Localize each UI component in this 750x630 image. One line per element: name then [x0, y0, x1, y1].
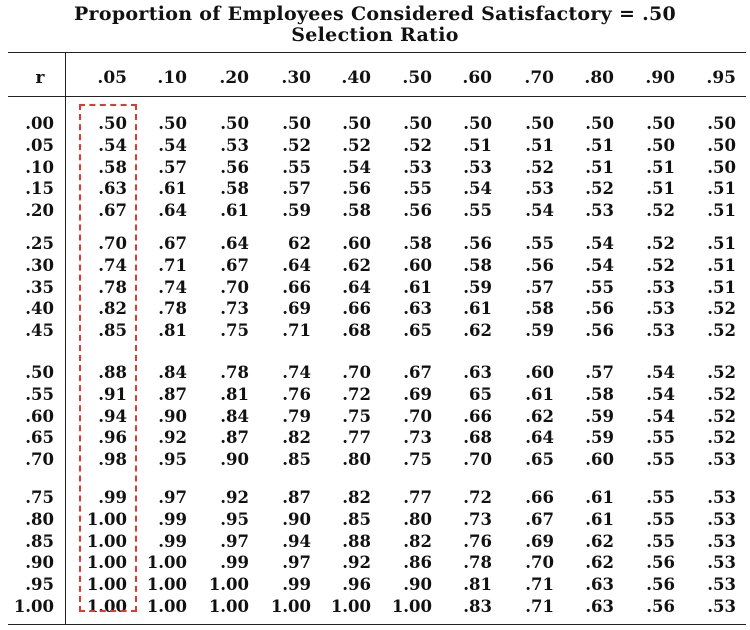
table-cell: .80 [403, 509, 432, 529]
table-cell: 1.00 [86, 575, 127, 595]
table-cell: .55 [646, 509, 675, 529]
table-cell: .62 [342, 255, 371, 275]
row-label: .10 [25, 157, 54, 177]
table-cell: .95 [158, 450, 187, 470]
table-cell: .69 [403, 384, 432, 404]
table-cell: .80 [342, 450, 371, 470]
table-cell: .82 [98, 299, 127, 319]
table-cell: .96 [342, 575, 371, 595]
table-cell: .61 [220, 201, 249, 221]
table-cell: .50 [707, 114, 736, 133]
table-cell: .78 [158, 299, 187, 319]
row-label: .80 [25, 509, 54, 529]
table-cell: .51 [525, 135, 554, 155]
table-cell: .52 [525, 157, 554, 177]
table-cell: .78 [98, 277, 127, 297]
table-cell: .53 [707, 509, 736, 529]
column-header: .20 [219, 68, 249, 88]
table-cell: .67 [525, 509, 554, 529]
table-cell: .66 [282, 277, 311, 297]
row-header-label: r [35, 68, 45, 88]
table-cell: .50 [707, 135, 736, 155]
table-cell: .54 [463, 179, 492, 199]
table-top-rule [8, 52, 746, 53]
table-cell: .50 [585, 114, 614, 133]
table-cell: .51 [707, 179, 736, 199]
table-cell: .53 [707, 531, 736, 551]
table-cell: .82 [282, 428, 311, 448]
table-cell: .97 [220, 531, 249, 551]
table-cell: .58 [220, 179, 249, 199]
table-cell: .57 [525, 277, 554, 297]
row-label: .90 [25, 553, 54, 573]
table-cell: .55 [463, 201, 492, 221]
table-cell: .58 [525, 299, 554, 319]
table-cell: .64 [282, 255, 311, 275]
table-cell: .56 [403, 201, 432, 221]
table-cell: 1.00 [208, 597, 249, 616]
table-cell: .75 [220, 321, 249, 341]
table-cell: .76 [463, 531, 492, 551]
table-cell: .55 [525, 234, 554, 253]
row-label: .95 [25, 575, 54, 595]
table-cell: .52 [707, 428, 736, 448]
table-cell: .54 [585, 255, 614, 275]
table-cell: .52 [585, 179, 614, 199]
table-cell: .82 [342, 488, 371, 507]
table-cell: .65 [403, 321, 432, 341]
table-header-rule [8, 96, 746, 97]
table-cell: .51 [707, 201, 736, 221]
table-cell: .54 [646, 384, 675, 404]
table-cell: .79 [282, 406, 311, 426]
row-label: .50 [25, 363, 54, 382]
table-cell: .77 [403, 488, 432, 507]
table-cell: .70 [525, 553, 554, 573]
row-label: .75 [25, 488, 54, 507]
row-label: .15 [25, 179, 54, 199]
table-cell: .99 [158, 531, 187, 551]
table-cell: .51 [707, 277, 736, 297]
table-cell: .88 [98, 363, 127, 382]
table-cell: .70 [220, 277, 249, 297]
table-cell: 1.00 [146, 597, 187, 616]
table-cell: 1.00 [208, 575, 249, 595]
table-cell: .62 [585, 531, 614, 551]
row-label: .60 [25, 406, 54, 426]
page-title: Proportion of Employees Considered Satisfactory = .50 [73, 3, 677, 25]
table-cell: .59 [585, 428, 614, 448]
table-cell: .81 [158, 321, 187, 341]
table-cell: .52 [707, 299, 736, 319]
table-cell: .52 [707, 321, 736, 341]
table-cell: .72 [342, 384, 371, 404]
table-cell: .54 [342, 157, 371, 177]
table-cell: .67 [220, 255, 249, 275]
table-cell: .97 [158, 488, 187, 507]
table-cell: .56 [525, 255, 554, 275]
table-cell: .55 [282, 157, 311, 177]
table-cell: .58 [463, 255, 492, 275]
table-cell: .81 [220, 384, 249, 404]
table-cell: .50 [707, 157, 736, 177]
table-cell: .53 [525, 179, 554, 199]
table-cell: .87 [220, 428, 249, 448]
table-cell: .70 [463, 450, 492, 470]
row-label: .20 [25, 201, 54, 221]
table-cell: .76 [282, 384, 311, 404]
table-cell: .60 [525, 363, 554, 382]
table-cell: 1.00 [86, 531, 127, 551]
table-cell: .87 [158, 384, 187, 404]
table-cell: .99 [282, 575, 311, 595]
table-cell: .71 [158, 255, 187, 275]
table-cell: .67 [158, 234, 187, 253]
table-cell: .53 [220, 135, 249, 155]
table-cell: .90 [403, 575, 432, 595]
column-header: .90 [645, 68, 675, 88]
table-cell: .55 [646, 488, 675, 507]
column-header: .50 [402, 68, 432, 88]
column-header: .05 [97, 68, 127, 88]
table-cell: .94 [98, 406, 127, 426]
table-cell: .60 [403, 255, 432, 275]
table-cell: .69 [282, 299, 311, 319]
table-cell: .53 [707, 575, 736, 595]
table-cell: .59 [282, 201, 311, 221]
table-cell: .56 [646, 575, 675, 595]
row-label: 1.00 [13, 597, 54, 616]
table-cell: .85 [282, 450, 311, 470]
table-cell: .61 [585, 509, 614, 529]
table-cell: .50 [646, 135, 675, 155]
table-cell: .95 [220, 509, 249, 529]
table-cell: .61 [585, 488, 614, 507]
table-cell: .53 [707, 553, 736, 573]
table-cell: 1.00 [270, 597, 311, 616]
column-header: .30 [281, 68, 311, 88]
table-cell: .53 [585, 201, 614, 221]
table-cell: .78 [463, 553, 492, 573]
table-cell: .50 [282, 114, 311, 133]
table-cell: 1.00 [86, 553, 127, 573]
table-cell: 65 [469, 384, 492, 404]
table-cell: .53 [646, 277, 675, 297]
table-cell: .51 [646, 157, 675, 177]
column-header: .10 [157, 68, 187, 88]
table-cell: .90 [158, 406, 187, 426]
table-cell: .58 [585, 384, 614, 404]
table-cell: .54 [585, 234, 614, 253]
table-cell: .52 [707, 406, 736, 426]
table-cell: .58 [342, 201, 371, 221]
table-cell: .74 [282, 363, 311, 382]
table-cell: .62 [463, 321, 492, 341]
table-cell: .70 [403, 406, 432, 426]
table-cell: .53 [707, 450, 736, 470]
table-cell: 1.00 [146, 575, 187, 595]
table-cell: .56 [220, 157, 249, 177]
table-cell: .56 [646, 597, 675, 616]
table-cell: .61 [525, 384, 554, 404]
table-cell: .85 [98, 321, 127, 341]
row-label: .25 [25, 234, 54, 253]
table-cell: .71 [525, 575, 554, 595]
table-cell: .53 [403, 157, 432, 177]
table-cell: .51 [646, 179, 675, 199]
row-label: .05 [25, 135, 54, 155]
table-cell: .62 [525, 406, 554, 426]
row-label: .85 [25, 531, 54, 551]
table-cell: .68 [342, 321, 371, 341]
row-label: .00 [25, 114, 54, 133]
table-cell: .53 [463, 157, 492, 177]
table-cell: .50 [525, 114, 554, 133]
table-cell: .55 [585, 277, 614, 297]
row-label: .70 [25, 450, 54, 470]
table-cell: .55 [646, 531, 675, 551]
table-cell: .62 [585, 553, 614, 573]
table-cell: .68 [463, 428, 492, 448]
row-label: .30 [25, 255, 54, 275]
table-cell: .50 [463, 114, 492, 133]
table-cell: .56 [646, 553, 675, 573]
table-cell: .99 [220, 553, 249, 573]
table-cell: .84 [158, 363, 187, 382]
column-header: .80 [584, 68, 614, 88]
table-cell: .75 [342, 406, 371, 426]
table-cell: .96 [98, 428, 127, 448]
table-cell: .50 [646, 114, 675, 133]
table-cell: .57 [282, 179, 311, 199]
table-cell: .70 [342, 363, 371, 382]
column-header: .40 [341, 68, 371, 88]
table-cell: .66 [525, 488, 554, 507]
table-cell: .56 [463, 234, 492, 253]
table-cell: .63 [585, 575, 614, 595]
table-cell: .54 [525, 201, 554, 221]
table-cell: .59 [525, 321, 554, 341]
table-cell: .63 [585, 597, 614, 616]
table-cell: .51 [707, 255, 736, 275]
table-cell: .99 [158, 509, 187, 529]
table-cell: .63 [98, 179, 127, 199]
table-cell: .86 [403, 553, 432, 573]
table-cell: .56 [585, 321, 614, 341]
row-label: .65 [25, 428, 54, 448]
table-cell: .57 [585, 363, 614, 382]
table-cell: .75 [403, 450, 432, 470]
table-cell: .59 [463, 277, 492, 297]
table-cell: .99 [98, 488, 127, 507]
table-cell: .64 [220, 234, 249, 253]
table-bottom-rule [8, 624, 746, 625]
table-cell: .73 [403, 428, 432, 448]
table-cell: .56 [342, 179, 371, 199]
table-cell: .85 [342, 509, 371, 529]
table-cell: .51 [707, 234, 736, 253]
table-cell: .66 [463, 406, 492, 426]
table-cell: .58 [98, 157, 127, 177]
table-cell: .52 [646, 255, 675, 275]
table-cell: .51 [463, 135, 492, 155]
table-cell: .57 [158, 157, 187, 177]
row-label-divider [65, 52, 66, 624]
table-cell: .94 [282, 531, 311, 551]
table-cell: .78 [220, 363, 249, 382]
table-cell: .63 [403, 299, 432, 319]
table-cell: .50 [158, 114, 187, 133]
table-cell: 1.00 [86, 597, 127, 616]
table-cell: .69 [525, 531, 554, 551]
table-cell: .98 [98, 450, 127, 470]
table-cell: .67 [403, 363, 432, 382]
column-header: .60 [462, 68, 492, 88]
table-cell: .52 [403, 135, 432, 155]
table-cell: .84 [220, 406, 249, 426]
column-header: .95 [706, 68, 736, 88]
table-cell: .72 [463, 488, 492, 507]
table-cell: .91 [98, 384, 127, 404]
table-cell: .52 [707, 363, 736, 382]
table-cell: .50 [98, 114, 127, 133]
table-cell: .64 [158, 201, 187, 221]
table-cell: .61 [158, 179, 187, 199]
row-label: .40 [25, 299, 54, 319]
table-cell: .50 [220, 114, 249, 133]
table-cell: .74 [98, 255, 127, 275]
row-label: .55 [25, 384, 54, 404]
table-cell: .55 [403, 179, 432, 199]
table-cell: .54 [98, 135, 127, 155]
table-cell: .71 [282, 321, 311, 341]
table-cell: .88 [342, 531, 371, 551]
table-cell: .52 [646, 201, 675, 221]
table-cell: .54 [158, 135, 187, 155]
table-cell: .55 [646, 428, 675, 448]
table-cell: .70 [98, 234, 127, 253]
table-cell: .54 [646, 363, 675, 382]
table-cell: .51 [585, 135, 614, 155]
table-cell: .73 [220, 299, 249, 319]
table-cell: .67 [98, 201, 127, 221]
table-cell: .65 [525, 450, 554, 470]
table-cell: .50 [342, 114, 371, 133]
table-cell: .55 [646, 450, 675, 470]
table-cell: .71 [525, 597, 554, 616]
table-cell: .73 [463, 509, 492, 529]
table-cell: .58 [403, 234, 432, 253]
table-cell: .53 [646, 299, 675, 319]
table-cell: .64 [342, 277, 371, 297]
table-cell: .92 [158, 428, 187, 448]
table-cell: .90 [220, 450, 249, 470]
table-cell: .53 [707, 488, 736, 507]
table-cell: 1.00 [391, 597, 432, 616]
table-cell: .60 [342, 234, 371, 253]
table-cell: .74 [158, 277, 187, 297]
table-cell: .92 [342, 553, 371, 573]
row-label: .45 [25, 321, 54, 341]
table-cell: .52 [342, 135, 371, 155]
table-cell: .60 [585, 450, 614, 470]
table-cell: .77 [342, 428, 371, 448]
table-cell: .90 [282, 509, 311, 529]
table-cell: 1.00 [330, 597, 371, 616]
table-cell: .81 [463, 575, 492, 595]
table-cell: .51 [585, 157, 614, 177]
table-cell: .52 [707, 384, 736, 404]
table-cell: 1.00 [146, 553, 187, 573]
table-cell: .52 [646, 234, 675, 253]
table-cell: .83 [463, 597, 492, 616]
table-cell: 1.00 [86, 509, 127, 529]
table-cell: .87 [282, 488, 311, 507]
table-cell: .63 [463, 363, 492, 382]
table-cell: .97 [282, 553, 311, 573]
table-cell: .61 [403, 277, 432, 297]
table-cell: 62 [288, 234, 311, 253]
table-cell: .54 [646, 406, 675, 426]
column-header: .70 [524, 68, 554, 88]
row-label: .35 [25, 277, 54, 297]
table-cell: .92 [220, 488, 249, 507]
table-cell: .53 [646, 321, 675, 341]
table-cell: .64 [525, 428, 554, 448]
table-cell: .53 [707, 597, 736, 616]
table-cell: .52 [282, 135, 311, 155]
table-cell: .61 [463, 299, 492, 319]
highlight-box [79, 104, 137, 612]
table-cell: .50 [403, 114, 432, 133]
table-cell: .66 [342, 299, 371, 319]
table-cell: .59 [585, 406, 614, 426]
table-cell: .56 [585, 299, 614, 319]
table-cell: .82 [403, 531, 432, 551]
page-subtitle: Selection Ratio [291, 24, 459, 46]
